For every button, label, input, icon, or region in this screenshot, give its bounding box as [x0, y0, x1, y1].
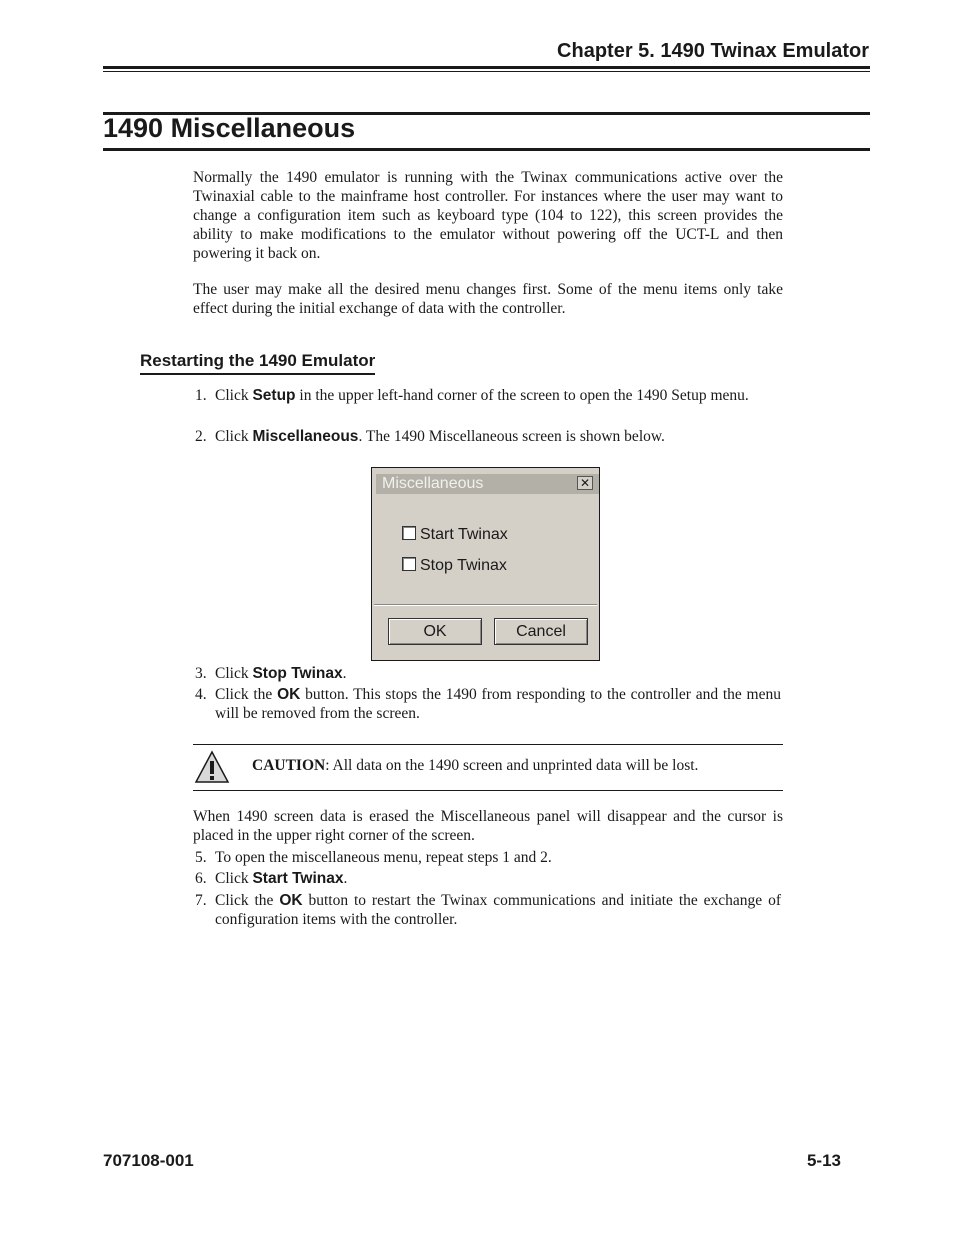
ok-button[interactable]: OK: [388, 618, 482, 645]
dialog-titlebar: [376, 474, 599, 494]
caution-box: [193, 744, 783, 791]
intro-paragraph-2: The user may make all the desired menu changes first. Some of the menu items only take effect during the initial exchange of data with the controller.: [193, 281, 783, 317]
start-twinax-checkbox[interactable]: [402, 526, 416, 540]
title-rule-bottom: [103, 148, 870, 151]
step-5: 5. To open the miscellaneous menu, repeat steps 1 and 2.: [195, 849, 552, 866]
step-1: 1. Click Setup in the upper left-hand corner of the screen to open the 1490 Setup menu.: [195, 387, 749, 404]
section-title: 1490 Miscellaneous: [103, 113, 356, 143]
step-2: 2. Click Miscellaneous. The 1490 Miscellaneous screen is shown below.: [195, 428, 665, 445]
step-4: 4. Click the OK button. This stops the 1490 from responding to the controller and the menu will be removed from the screen.: [195, 686, 781, 722]
step-6: 6. Click Start Twinax.: [195, 870, 348, 887]
header-rule: [103, 66, 870, 69]
document-number: 707108-001: [103, 1151, 194, 1170]
step-7: 7. Click the OK button to restart the Twinax communications and initiate the exchange of configuration items with the controller.: [195, 892, 781, 928]
header-rule-thin: [103, 71, 870, 72]
dialog-separator: [374, 604, 597, 606]
caution-text: CAUTION: All data on the 1490 screen and unprinted data will be lost.: [252, 757, 699, 774]
subsection-title: Restarting the 1490 Emulator: [140, 351, 375, 375]
start-twinax-option[interactable]: Start Twinax: [402, 526, 508, 544]
stop-twinax-checkbox[interactable]: [402, 557, 416, 571]
warning-icon: [194, 750, 230, 784]
step-3: 3. Click Stop Twinax.: [195, 665, 347, 682]
after-caution-paragraph: When 1490 screen data is erased the Miscellaneous panel will disappear and the cursor is placed in the upper right corner of the screen.: [193, 808, 783, 844]
dialog-title: Miscellaneous: [382, 475, 484, 492]
cancel-button[interactable]: Cancel: [494, 618, 588, 645]
page-number: 5-13: [806, 1151, 841, 1170]
chapter-header: Chapter 5. 1490 Twinax Emulator: [557, 40, 869, 62]
miscellaneous-dialog: [371, 467, 600, 661]
intro-paragraph-1: Normally the 1490 emulator is running with the Twinax communications active over the Twinaxial cable to the mainframe host controller. For instances where the user may want to change a configuration item such as keyboard type (104 to 122), this screen provides the ability to make modifications to the emulator without powering off the UCT-L and then powering it back on.: [193, 169, 783, 262]
close-icon[interactable]: ✕: [577, 476, 593, 490]
stop-twinax-option[interactable]: Stop Twinax: [402, 557, 507, 575]
caution-label: CAUTION: [252, 757, 326, 774]
